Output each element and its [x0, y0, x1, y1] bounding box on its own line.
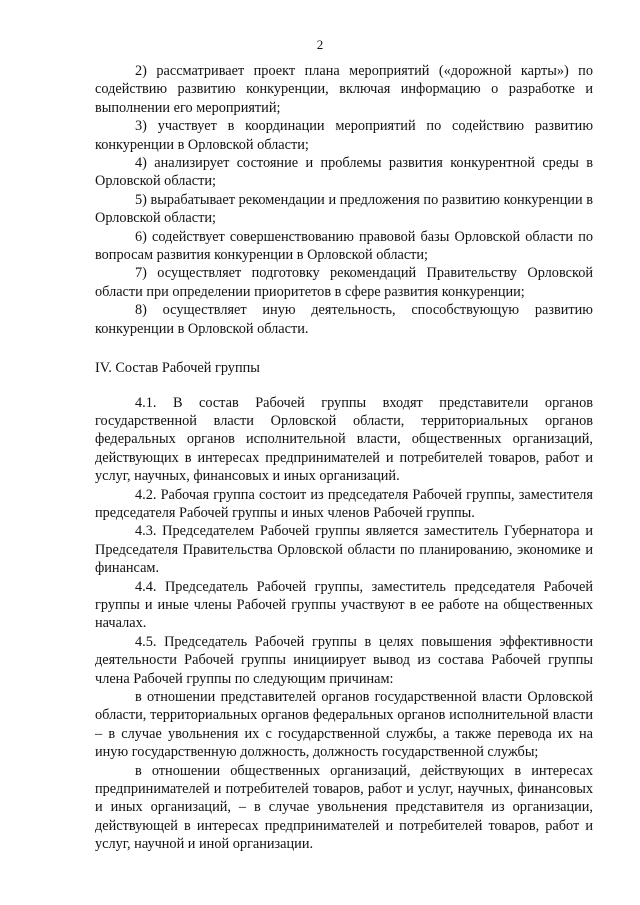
- paragraph: 4.3. Председателем Рабочей группы является заместитель Губернатора и Председателя Правительства Орловской области по планированию, экономике и финансам.: [95, 523, 593, 577]
- paragraph: в отношении представителей органов государственной власти Орловской области, территориальных органов федеральных органов исполнительной власти – в случае увольнения их с государственной службы, а также перевода их на иную государственную должность, должность государственной службы;: [95, 689, 593, 761]
- paragraph: 4.2. Рабочая группа состоит из председателя Рабочей группы, заместителя председателя Рабочей группы и иных членов Рабочей группы.: [95, 486, 593, 521]
- list-item: 8) осуществляет иную деятельность, способствующую развитию конкуренции в Орловской области.: [95, 302, 593, 337]
- document-body: [95, 62, 593, 854]
- list-item: 2) рассматривает проект плана мероприятий («дорожной карты») по содействию развитию конкуренции, включая информацию о разработке и выполнении его мероприятий;: [95, 63, 593, 116]
- paragraph: 4.4. Председатель Рабочей группы, заместитель председателя Рабочей группы и иные члены Рабочей группы участвуют в ее работе на общественных началах.: [95, 578, 593, 632]
- page-number: 2: [316, 37, 324, 52]
- paragraph: 4.5. Председатель Рабочей группы в целях повышения эффективности деятельности Рабочей группы инициирует вывод из состава Рабочей группы члена Рабочей группы по следующим причинам:: [95, 633, 593, 687]
- list-item: 3) участвует в координации мероприятий по содействию развитию конкуренции в Орловской области;: [95, 118, 593, 153]
- list-item: 7) осуществляет подготовку рекомендаций Правительству Орловской области при определении приоритетов в сфере развития конкуренции;: [95, 265, 593, 300]
- section-title: IV. Состав Рабочей группы: [95, 360, 260, 377]
- list-item: 6) содействует совершенствованию правовой базы Орловской области по вопросам развития конкуренции в Орловской области;: [95, 228, 593, 264]
- list-item: 5) вырабатывает рекомендации и предложения по развитию конкуренции в Орловской области;: [95, 191, 593, 227]
- list-item: 4) анализирует состояние и проблемы развития конкурентной среды в Орловской области;: [95, 155, 593, 190]
- paragraph: 4.1. В состав Рабочей группы входят представители органов государственной власти Орловской области, территориальных органов федеральных органов исполнительной власти, общественных организаций, действующих в интересах предпринимателей и потребителей товаров, работ и услуг, научных, финансовых и иных организаций.: [95, 394, 593, 485]
- paragraph: в отношении общественных организаций, действующих в интересах предпринимателей и потребителей товаров, работ и услуг, научных, финансовых и иных организаций, – в случае увольнения представителя из организации, действующей в интересах предпринимателей и потребителей товаров, работ и услуг, научной и иной организации.: [95, 762, 593, 853]
